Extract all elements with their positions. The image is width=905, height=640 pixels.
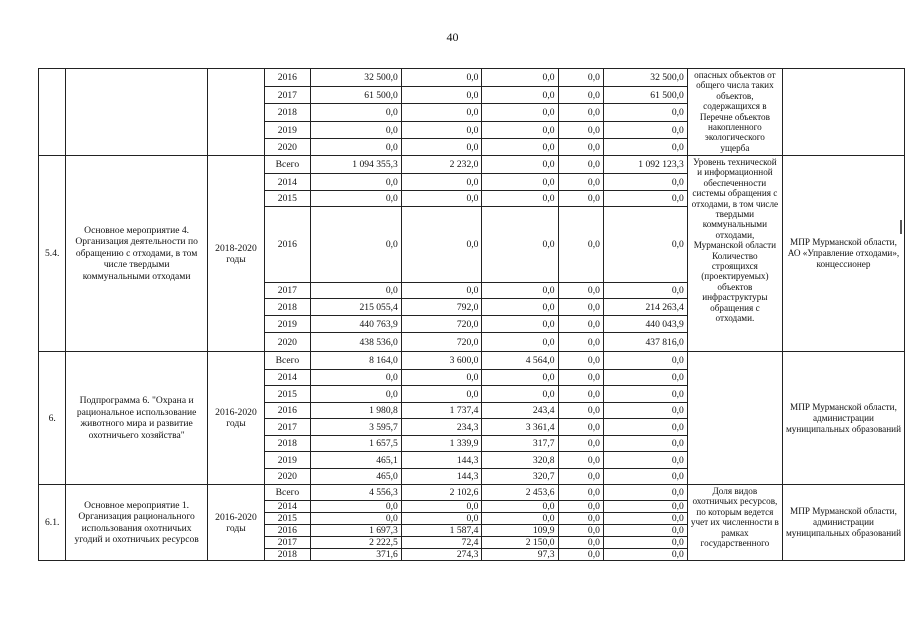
year-cell: 2015 [265, 513, 311, 525]
amount-fb-cell: 720,0 [401, 333, 482, 352]
amount-fb-cell: 0,0 [401, 139, 482, 156]
measure-period: 2016-2020 годы [207, 352, 264, 485]
amount-fb-cell: 144,3 [401, 469, 482, 485]
amount-rb-cell: 0,0 [482, 501, 558, 513]
amount-rb-cell: 0,0 [482, 69, 558, 87]
amount-vb-cell: 0,0 [603, 139, 687, 156]
amount-vb-cell: 0,0 [603, 537, 687, 549]
amount-rb-cell: 0,0 [482, 87, 558, 104]
year-cell: 2018 [265, 436, 311, 452]
year-cell: 2016 [265, 207, 311, 283]
amount-vb-cell: 0,0 [603, 283, 687, 299]
year-cell: 2014 [265, 501, 311, 513]
amount-rb-cell: 0,0 [482, 207, 558, 283]
amount-vb-cell: 0,0 [603, 549, 687, 561]
amount-mb-cell: 0,0 [558, 370, 603, 386]
measure-code: 6. [39, 352, 66, 485]
year-cell: 2020 [265, 333, 311, 352]
measure-name: Основное мероприятие 1. Организация рационального использования охотничьих угодий и охотничьих ресурсов [66, 485, 207, 561]
executor-cell: МПР Мурманской области, администрации муниципальных образований [782, 352, 904, 485]
amount-mb-cell: 0,0 [558, 501, 603, 513]
amount-fb-cell: 0,0 [401, 386, 482, 403]
amount-vb-cell: 0,0 [603, 370, 687, 386]
amount-total-cell: 438 536,0 [310, 333, 401, 352]
amount-mb-cell: 0,0 [558, 333, 603, 352]
amount-vb-cell: 1 092 123,3 [603, 156, 687, 174]
amount-vb-cell: 0,0 [603, 525, 687, 537]
measure-code [39, 69, 66, 156]
measure-name: Основное мероприятие 4. Организация деятельности по обращению с отходами, в том числе твердыми коммунальными отходами [66, 156, 207, 352]
amount-mb-cell: 0,0 [558, 104, 603, 122]
amount-rb-cell: 0,0 [482, 122, 558, 139]
amount-vb-cell: 214 263,4 [603, 299, 687, 316]
amount-rb-cell: 0,0 [482, 513, 558, 525]
amount-total-cell: 1 657,5 [310, 436, 401, 452]
amount-rb-cell: 0,0 [482, 191, 558, 207]
amount-mb-cell: 0,0 [558, 537, 603, 549]
amount-fb-cell: 1 737,4 [401, 403, 482, 419]
amount-mb-cell: 0,0 [558, 69, 603, 87]
amount-rb-cell: 3 361,4 [482, 419, 558, 436]
amount-rb-cell: 2 150,0 [482, 537, 558, 549]
amount-vb-cell: 0,0 [603, 403, 687, 419]
amount-total-cell: 0,0 [310, 513, 401, 525]
amount-rb-cell: 0,0 [482, 283, 558, 299]
amount-fb-cell: 3 600,0 [401, 352, 482, 370]
amount-vb-cell: 0,0 [603, 513, 687, 525]
year-cell: 2019 [265, 122, 311, 139]
table-row [39, 69, 905, 87]
indicator-cell: Уровень технической и информационной обеспеченности системы обращения с отходами, в том числе твердыми коммунальными отходами, Мурманской области Количество строящихся (проектируемых) объектов инфраструктуры обращения с отходами. [687, 156, 782, 352]
year-cell: 2017 [265, 87, 311, 104]
year-cell: 2018 [265, 104, 311, 122]
amount-fb-cell: 1 339,9 [401, 436, 482, 452]
amount-mb-cell: 0,0 [558, 316, 603, 333]
amount-total-cell: 0,0 [310, 104, 401, 122]
amount-vb-cell: 0,0 [603, 436, 687, 452]
amount-mb-cell: 0,0 [558, 452, 603, 469]
amount-rb-cell: 0,0 [482, 386, 558, 403]
amount-total-cell: 32 500,0 [310, 69, 401, 87]
year-cell: 2017 [265, 283, 311, 299]
amount-fb-cell: 2 102,6 [401, 485, 482, 501]
financing-table [38, 68, 905, 561]
measure-name: Подпрограмма 6. "Охрана и рациональное использование животного мира и развитие охотничьего хозяйства" [66, 352, 207, 485]
amount-total-cell: 2 222,5 [310, 537, 401, 549]
amount-total-cell: 465,0 [310, 469, 401, 485]
measure-period: 2018-2020 годы [207, 156, 264, 352]
amount-fb-cell: 0,0 [401, 87, 482, 104]
amount-mb-cell: 0,0 [558, 87, 603, 104]
amount-vb-cell: 0,0 [603, 386, 687, 403]
indicator-cell: опасных объектов от общего числа таких объектов, содержащихся в Перечне объектов накопленного экологического ущерба [687, 69, 782, 156]
amount-fb-cell: 144,3 [401, 452, 482, 469]
amount-vb-cell: 0,0 [603, 122, 687, 139]
amount-vb-cell: 0,0 [603, 501, 687, 513]
amount-total-cell: 1 697,3 [310, 525, 401, 537]
indicator-cell: Доля видов охотничьих ресурсов, по которым ведется учет их численности в рамках государственного [687, 485, 782, 561]
amount-total-cell: 3 595,7 [310, 419, 401, 436]
amount-mb-cell: 0,0 [558, 485, 603, 501]
amount-total-cell: 371,6 [310, 549, 401, 561]
amount-total-cell: 0,0 [310, 174, 401, 191]
amount-fb-cell: 72,4 [401, 537, 482, 549]
amount-total-cell: 61 500,0 [310, 87, 401, 104]
amount-fb-cell: 0,0 [401, 191, 482, 207]
amount-rb-cell: 4 564,0 [482, 352, 558, 370]
amount-fb-cell: 0,0 [401, 283, 482, 299]
amount-mb-cell: 0,0 [558, 513, 603, 525]
amount-rb-cell: 0,0 [482, 299, 558, 316]
amount-rb-cell: 243,4 [482, 403, 558, 419]
executor-cell: МПР Мурманской области, АО «Управление отходами», концессионер [782, 156, 904, 352]
amount-mb-cell: 0,0 [558, 469, 603, 485]
measure-code: 5.4. [39, 156, 66, 352]
amount-mb-cell: 0,0 [558, 549, 603, 561]
amount-rb-cell: 320,7 [482, 469, 558, 485]
amount-fb-cell: 0,0 [401, 207, 482, 283]
year-cell: 2014 [265, 174, 311, 191]
amount-total-cell: 0,0 [310, 122, 401, 139]
amount-mb-cell: 0,0 [558, 174, 603, 191]
amount-mb-cell: 0,0 [558, 525, 603, 537]
year-cell: 2019 [265, 316, 311, 333]
executor-cell: МПР Мурманской области, администрации муниципальных образований [782, 485, 904, 561]
amount-fb-cell: 0,0 [401, 104, 482, 122]
amount-rb-cell: 0,0 [482, 156, 558, 174]
amount-fb-cell: 792,0 [401, 299, 482, 316]
year-cell: 2018 [265, 299, 311, 316]
measure-period [207, 69, 264, 156]
year-cell: 2016 [265, 403, 311, 419]
amount-vb-cell: 440 043,9 [603, 316, 687, 333]
amount-rb-cell: 0,0 [482, 104, 558, 122]
year-cell: 2017 [265, 419, 311, 436]
year-cell: 2019 [265, 452, 311, 469]
year-cell: Всего [265, 156, 311, 174]
year-cell: 2014 [265, 370, 311, 386]
amount-total-cell: 4 556,3 [310, 485, 401, 501]
amount-total-cell: 8 164,0 [310, 352, 401, 370]
amount-vb-cell: 0,0 [603, 352, 687, 370]
amount-rb-cell: 0,0 [482, 139, 558, 156]
measure-code: 6.1. [39, 485, 66, 561]
amount-vb-cell: 0,0 [603, 419, 687, 436]
amount-rb-cell: 0,0 [482, 333, 558, 352]
amount-fb-cell: 2 232,0 [401, 156, 482, 174]
amount-rb-cell: 320,8 [482, 452, 558, 469]
amount-vb-cell: 0,0 [603, 104, 687, 122]
amount-rb-cell: 97,3 [482, 549, 558, 561]
measure-name [66, 69, 207, 156]
amount-mb-cell: 0,0 [558, 139, 603, 156]
amount-fb-cell: 1 587,4 [401, 525, 482, 537]
year-cell: 2020 [265, 139, 311, 156]
amount-total-cell: 0,0 [310, 370, 401, 386]
page-number: 40 [446, 30, 459, 44]
amount-vb-cell: 437 816,0 [603, 333, 687, 352]
amount-mb-cell: 0,0 [558, 156, 603, 174]
amount-fb-cell: 274,3 [401, 549, 482, 561]
amount-mb-cell: 0,0 [558, 419, 603, 436]
year-cell: 2017 [265, 537, 311, 549]
amount-total-cell: 440 763,9 [310, 316, 401, 333]
amount-total-cell: 1 980,8 [310, 403, 401, 419]
amount-mb-cell: 0,0 [558, 352, 603, 370]
amount-total-cell: 0,0 [310, 139, 401, 156]
year-cell: 2015 [265, 386, 311, 403]
amount-total-cell: 0,0 [310, 207, 401, 283]
amount-total-cell: 0,0 [310, 191, 401, 207]
amount-mb-cell: 0,0 [558, 403, 603, 419]
year-cell: 2015 [265, 191, 311, 207]
amount-fb-cell: 0,0 [401, 513, 482, 525]
amount-vb-cell: 0,0 [603, 174, 687, 191]
amount-fb-cell: 0,0 [401, 174, 482, 191]
amount-mb-cell: 0,0 [558, 386, 603, 403]
indicator-cell [687, 352, 782, 485]
year-cell: 2020 [265, 469, 311, 485]
amount-vb-cell: 0,0 [603, 469, 687, 485]
table-row [39, 485, 905, 501]
year-cell: Всего [265, 352, 311, 370]
executor-cell [782, 69, 904, 156]
amount-total-cell: 215 055,4 [310, 299, 401, 316]
amount-mb-cell: 0,0 [558, 436, 603, 452]
amount-fb-cell: 0,0 [401, 370, 482, 386]
amount-mb-cell: 0,0 [558, 207, 603, 283]
amount-total-cell: 0,0 [310, 283, 401, 299]
amount-total-cell: 0,0 [310, 501, 401, 513]
year-cell: 2016 [265, 525, 311, 537]
amount-vb-cell: 32 500,0 [603, 69, 687, 87]
amount-mb-cell: 0,0 [558, 299, 603, 316]
table-row [39, 156, 905, 174]
amount-vb-cell: 0,0 [603, 207, 687, 283]
amount-vb-cell: 61 500,0 [603, 87, 687, 104]
amount-mb-cell: 0,0 [558, 122, 603, 139]
amount-total-cell: 465,1 [310, 452, 401, 469]
amount-fb-cell: 0,0 [401, 69, 482, 87]
amount-vb-cell: 0,0 [603, 452, 687, 469]
year-cell: Всего [265, 485, 311, 501]
amount-rb-cell: 109,9 [482, 525, 558, 537]
amount-fb-cell: 0,0 [401, 501, 482, 513]
amount-fb-cell: 0,0 [401, 122, 482, 139]
amount-rb-cell: 317,7 [482, 436, 558, 452]
amount-fb-cell: 720,0 [401, 316, 482, 333]
amount-mb-cell: 0,0 [558, 191, 603, 207]
amount-vb-cell: 0,0 [603, 485, 687, 501]
year-cell: 2016 [265, 69, 311, 87]
margin-mark [900, 220, 902, 234]
amount-vb-cell: 0,0 [603, 191, 687, 207]
amount-rb-cell: 0,0 [482, 174, 558, 191]
amount-total-cell: 0,0 [310, 386, 401, 403]
amount-fb-cell: 234,3 [401, 419, 482, 436]
amount-rb-cell: 0,0 [482, 370, 558, 386]
amount-rb-cell: 2 453,6 [482, 485, 558, 501]
amount-rb-cell: 0,0 [482, 316, 558, 333]
measure-period: 2016-2020 годы [207, 485, 264, 561]
table-row [39, 352, 905, 370]
year-cell: 2018 [265, 549, 311, 561]
amount-total-cell: 1 094 355,3 [310, 156, 401, 174]
amount-mb-cell: 0,0 [558, 283, 603, 299]
